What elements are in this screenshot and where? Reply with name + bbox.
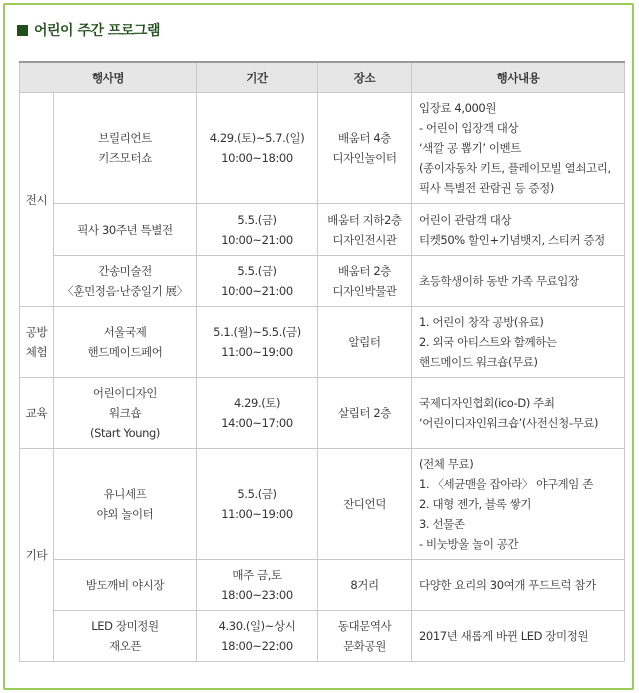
place-cell: 동대문역사 문화공원 [318,611,412,662]
category-etc: 기타 [20,449,54,662]
period-cell: 5.5.(금) 11:00~19:00 [197,449,318,560]
table-row [20,611,625,662]
period-cell: 5.5.(금) 10:00~21:00 [197,256,318,307]
period-cell: 매주 금,토 18:00~23:00 [197,560,318,611]
content-cell: 초등학생이하 동반 가족 무료입장 [412,256,625,307]
header-event-name: 행사명 [20,62,197,93]
header-place: 장소 [318,62,412,93]
content-cell: (전체 무료) 1. 〈세균맨을 잡아라〉 야구게임 존 2. 대형 젠가, 블록 쌓기 3. 선물존 - 비눗방울 놀이 공간 [412,449,625,560]
place-cell: 배움터 2층 디자인박물관 [318,256,412,307]
table-row [20,204,625,256]
period-cell: 4.29.(토)~5.7.(일) 10:00~18:00 [197,93,318,204]
place-cell: 잔디언덕 [318,449,412,560]
event-name-cell: 브릴리언트 키즈모터쇼 [54,93,197,204]
period-cell: 5.1.(월)~5.5.(금) 11:00~19:00 [197,307,318,378]
event-name-cell: 서울국제 핸드메이드페어 [54,307,197,378]
place-cell: 알림터 [318,307,412,378]
period-cell: 4.29.(토) 14:00~17:00 [197,378,318,449]
header-period: 기간 [197,62,318,93]
place-cell: 살림터 2층 [318,378,412,449]
category-workshop: 공방 체험 [20,307,54,378]
event-name-cell: 간송미술전 〈훈민정음·난중일기 展〉 [54,256,197,307]
event-name-cell: 어린이디자인 워크숍 (Start Young) [54,378,197,449]
program-table [19,61,625,662]
content-cell: 입장료 4,000원 - 어린이 입장객 대상 ‘색깔 공 뽑기’ 이벤트 (종이자동차 키트, 플레이모빌 열쇠고리, 픽사 특별전 관람권 등 증정) [412,93,625,204]
event-name-cell: 밤도깨비 야시장 [54,560,197,611]
table-row [20,256,625,307]
section-heading [17,19,160,41]
content-cell: 2017년 새롭게 바뀐 LED 장미정원 [412,611,625,662]
event-name-cell: 유니세프 야외 놀이터 [54,449,197,560]
place-cell: 배움터 4층 디자인놀이터 [318,93,412,204]
place-cell: 배움터 지하2층 디자인전시관 [318,204,412,256]
content-cell: 어린이 관람객 대상 티켓50% 할인+기념뱃지, 스티커 증정 [412,204,625,256]
table-header-row [20,62,625,93]
content-cell: 국제디자인협회(ico-D) 주최 ‘어린이디자인워크숍’(사전신청-무료) [412,378,625,449]
content-cell: 1. 어린이 창작 공방(유료) 2. 외국 아티스트와 함께하는 핸드메이드 워크숍(무료) [412,307,625,378]
header-content: 행사내용 [412,62,625,93]
event-name-cell: LED 장미정원 재오픈 [54,611,197,662]
table-row [20,449,625,560]
category-education: 교육 [20,378,54,449]
category-exhibit: 전시 [20,93,54,307]
place-cell: 8거리 [318,560,412,611]
table-row [20,560,625,611]
period-cell: 5.5.(금) 10:00~21:00 [197,204,318,256]
section-title: 어린이 주간 프로그램 [34,23,160,39]
program-panel [3,3,634,690]
event-name-cell: 픽사 30주년 특별전 [54,204,197,256]
table-row [20,378,625,449]
table-row [20,93,625,204]
period-cell: 4.30.(일)~상시 18:00~22:00 [197,611,318,662]
content-cell: 다양한 요리의 30여개 푸드트럭 참가 [412,560,625,611]
square-bullet-icon [17,25,28,36]
table-row [20,307,625,378]
